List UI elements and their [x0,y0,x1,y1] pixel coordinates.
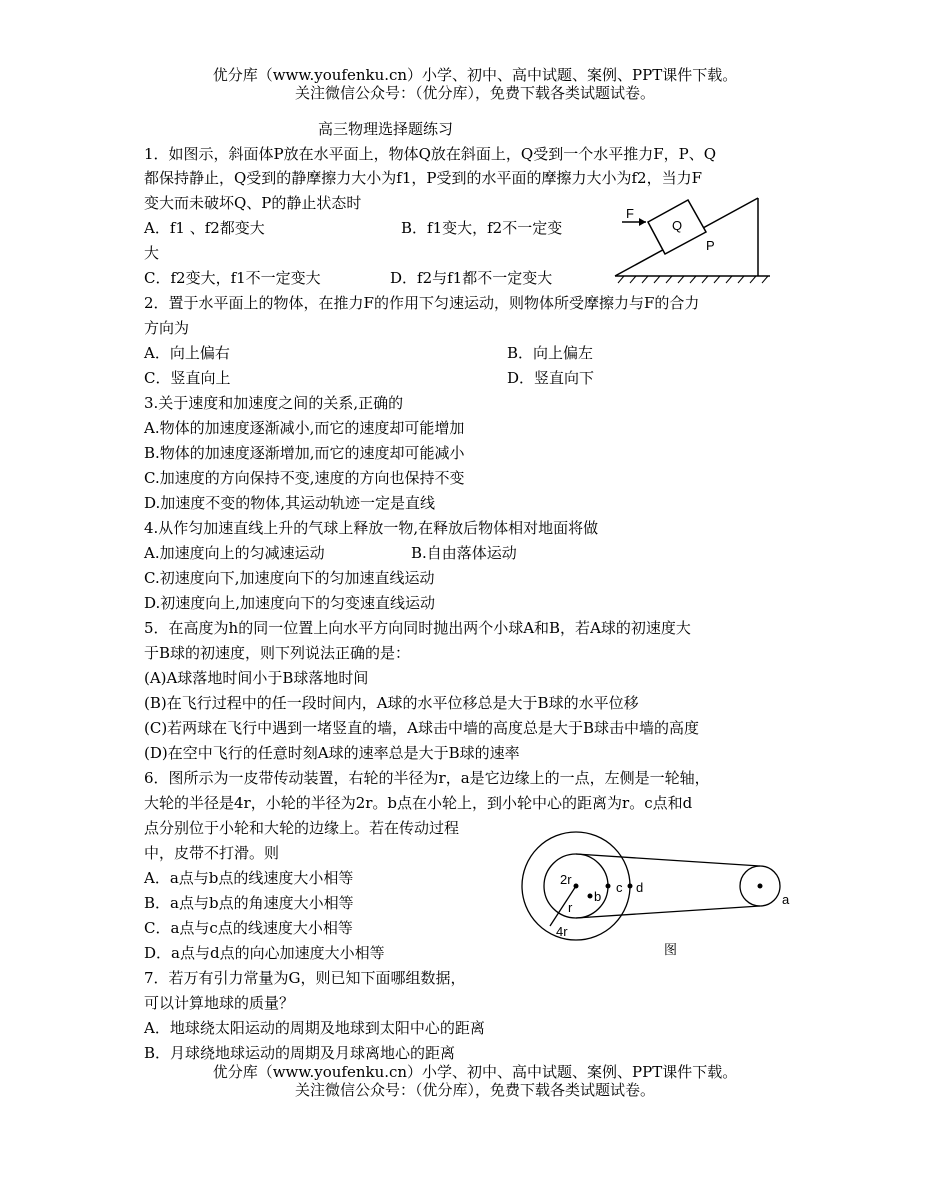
q3-option-b: B.物体的加速度逐渐增加,而它的速度却可能减小 [144,444,465,462]
q7-stem-2: 可以计算地球的质量？ [144,994,295,1012]
q5-option-d: (D)在空中飞行的任意时刻A球的速率总是大于B球的速率 [144,744,520,762]
q1-stem-1: 1．如图示，斜面体P放在水平面上，物体Q放在斜面上，Q受到一个水平推力F，P、Q [144,145,717,163]
q3-option-a: A.物体的加速度逐渐减小,而它的速度却可能增加 [144,419,465,437]
label-b: b [594,889,602,904]
label-c: c [616,880,623,895]
header-line-1: 优分库（www.youfenku.cn）小学、初中、高中试题、案例、PPT课件下载。 [212,66,738,84]
q6-stem-2: 大轮的半径是4r，小轮的半径为2r。b点在小轮上，到小轮中心的距离为r。c点和d [144,794,693,812]
q4-option-c: C.初速度向下,加速度向下的匀加速直线运动 [144,569,435,587]
q1-option-b-cont: 大 [144,244,160,262]
q5-stem-2: 于B球的初速度，则下列说法正确的是： [144,644,411,662]
figure-caption: 图 [664,942,678,957]
q6-option-b: B．a点与b点的角速度大小相等 [144,894,354,912]
q6-stem-1: 6．图所示为一皮带传动装置，右轮的半径为r，a是它边缘上的一点，左侧是一轮轴， [144,769,710,787]
q5-option-a: (A)A球落地时间小于B球落地时间 [144,669,369,687]
belt-drive-figure [520,820,800,960]
label-r: r [568,900,573,915]
page-title: 高三物理选择题练习 [318,120,454,138]
q3-stem: 3.关于速度和加速度之间的关系,正确的 [144,394,404,412]
q4-option-d: D.初速度向上,加速度向下的匀变速直线运动 [144,594,436,612]
q4-option-b: B.自由落体运动 [411,544,517,562]
q2-option-d: D．竖直向下 [507,369,595,387]
q6-option-a: A．a点与b点的线速度大小相等 [144,869,354,887]
q1-option-b: B．f1变大，f2不一定变 [401,219,563,237]
point-b [588,894,593,899]
point-c [606,884,611,889]
belt-bottom [576,906,760,918]
q4-option-a: A.加速度向上的匀减速运动 [144,544,325,562]
label-p: P [706,238,715,253]
q1-stem-2: 都保持静止，Q受到的静摩擦力大小为f1，P受到的水平面的摩擦力大小为f2，当力F [144,169,702,187]
belt-top [576,854,760,866]
q3-option-c: C.加速度的方向保持不变,速度的方向也保持不变 [144,469,465,487]
q6-stem-4: 中，皮带不打滑。则 [144,844,280,862]
q7-option-a: A．地球绕太阳运动的周期及地球到太阳中心的距离 [144,1019,485,1037]
q1-option-a: A．f1 、f2都变大 [144,219,265,237]
q4-stem: 4.从作匀加速直线上升的气球上释放一物,在释放后物体相对地面将做 [144,519,599,537]
ground-hatching [618,276,768,283]
q2-option-c: C．竖直向上 [144,369,231,387]
footer-line-1: 优分库（www.youfenku.cn）小学、初中、高中试题、案例、PPT课件下载。 [212,1063,738,1081]
label-2r: 2r [560,872,572,887]
q2-stem-1: 2．置于水平面上的物体，在推力F的作用下匀速运动，则物体所受摩擦力与F的合力 [144,294,700,312]
label-q: Q [672,218,683,233]
incline-figure [610,192,790,288]
q6-option-c: C．a点与c点的线速度大小相等 [144,919,353,937]
footer-line-2: 关注微信公众号：（优分库），免费下载各类试题试卷。 [294,1081,655,1099]
point-d [628,884,633,889]
q2-stem-2: 方向为 [144,319,190,337]
q5-option-c: (C)若两球在飞行中遇到一堵竖直的墙，A球击中墙的高度总是大于B球击中墙的高度 [144,719,700,737]
force-arrow-head [639,218,646,226]
left-center-dot [574,884,579,889]
q1-stem-3: 变大而未破坏Q、P的静止状态时 [144,194,362,212]
q1-option-d: D．f2与f1都不一定变大 [390,269,553,287]
label-f: F [626,206,634,221]
label-a: a [782,892,790,907]
q5-option-b: (B)在飞行过程中的任一段时间内，A球的水平位移总是大于B球的水平位移 [144,694,639,712]
right-center-dot [758,884,763,889]
q5-stem-1: 5．在高度为h的同一位置上向水平方向同时抛出两个小球A和B，若A球的初速度大 [144,619,691,637]
label-4r: 4r [556,924,568,939]
q2-option-b: B．向上偏左 [507,344,594,362]
q6-option-d: D．a点与d点的向心加速度大小相等 [144,944,385,962]
q7-stem-1: 7．若万有引力常量为G，则已知下面哪组数据， [144,969,466,987]
q7-option-b: B．月球绕地球运动的周期及月球离地心的距离 [144,1044,456,1062]
label-d: d [636,880,644,895]
header-line-2: 关注微信公众号：（优分库），免费下载各类试题试卷。 [294,84,655,102]
q1-option-c: C．f2变大，f1不一定变大 [144,269,321,287]
q2-option-a: A．向上偏右 [144,344,230,362]
q6-stem-3: 点分别位于小轮和大轮的边缘上。若在传动过程 [144,819,460,837]
q3-option-d: D.加速度不变的物体,其运动轨迹一定是直线 [144,494,436,512]
